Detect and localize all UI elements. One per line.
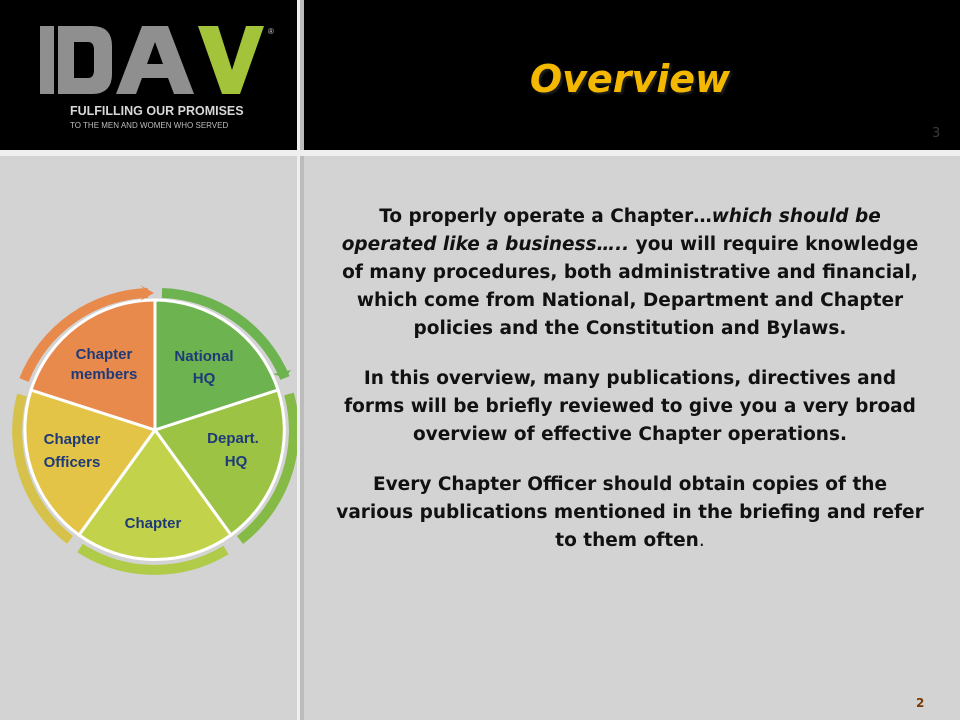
label-chapter-officers-2: Officers — [43, 454, 101, 471]
label-chapter-members: Chapter — [75, 346, 133, 363]
registered-mark: ® — [268, 27, 274, 36]
label-national-hq-2: HQ — [192, 370, 216, 387]
ghost-slide-number: 3 — [932, 126, 941, 141]
page-number: 2 — [916, 696, 925, 710]
cycle-diagram — [0, 150, 297, 720]
logo-subtagline: TO THE MEN AND WOMEN WHO SERVED — [70, 121, 229, 130]
dav-logo-graphic — [0, 0, 297, 150]
divider-vertical-shadow — [300, 0, 304, 720]
dav-logo — [0, 0, 297, 150]
paragraph-1: To properly operate a Chapter…which should be operated like a business….. you will require knowledge of many procedures, both administrative and financial, which come from National, Department and Chapter policies and the Constitution and Bylaws. — [341, 206, 919, 339]
label-chapter-officers: Chapter — [43, 431, 101, 448]
body-text — [332, 203, 928, 577]
label-chapter-members-2: members — [70, 366, 138, 383]
label-depart-hq: Depart. — [207, 430, 259, 447]
label-chapter: Chapter — [124, 515, 182, 532]
slide-title: Overview — [529, 57, 731, 101]
label-national-hq: National — [174, 348, 234, 365]
logo-tagline: FULFILLING OUR PROMISES — [70, 104, 244, 118]
paragraph-3: Every Chapter Officer should obtain copies of the various publications mentioned in the briefing and refer to them often. — [336, 474, 924, 551]
paragraph-2: In this overview, many publications, directives and forms will be briefly reviewed to give you a very broad overview of effective Chapter operations. — [344, 368, 916, 445]
label-depart-hq-2: HQ — [224, 453, 248, 470]
